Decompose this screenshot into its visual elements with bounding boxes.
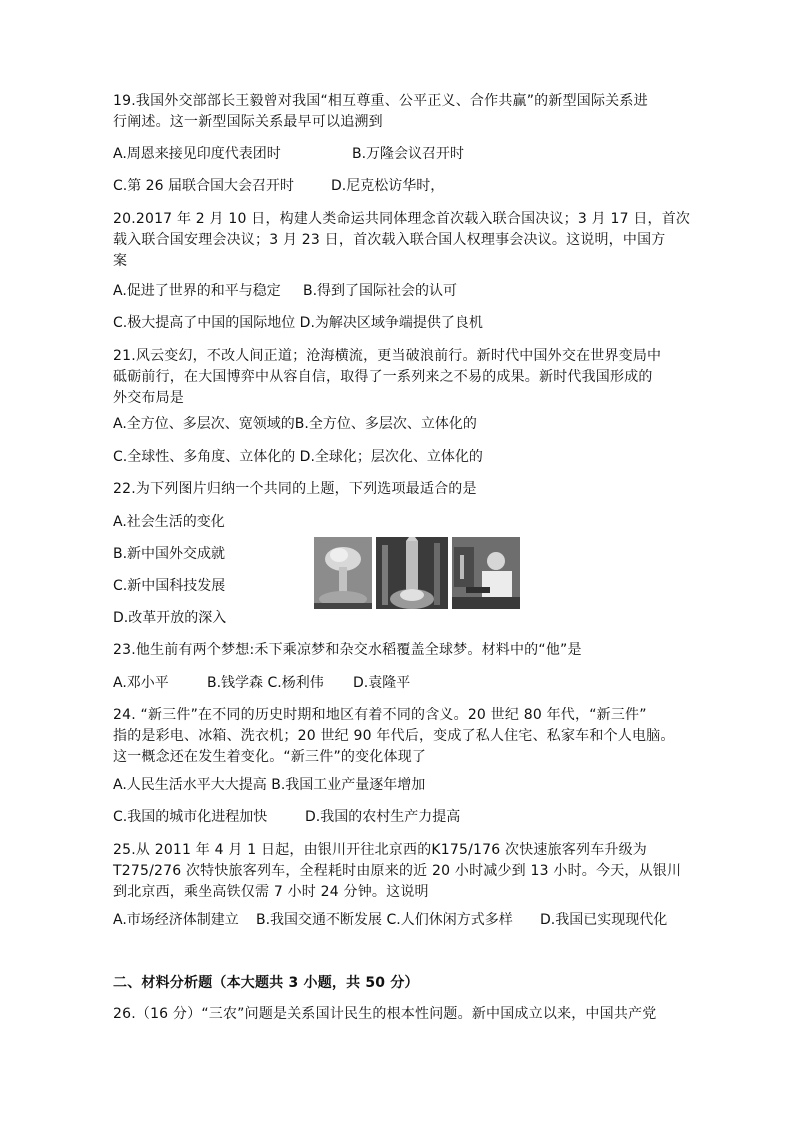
q25-stem-line1: 25.从 2011 年 4 月 1 日起，由银川开往北京西的K175/176 次快速旅客列车升级为 <box>113 842 647 858</box>
q19-option-a: A.周恩来接见印度代表团时 <box>113 146 281 162</box>
q21-stem-line1: 21.风云变幻，不改人间正道；沧海横流，更当破浪前行。新时代中国外交在世界变局中 <box>113 348 662 364</box>
q20-option-a: A.促进了世界的和平与稳定 <box>113 283 281 299</box>
q23-option-bc: B.钱学森 C.杨利伟 <box>207 675 324 691</box>
q24-stem-line1: 24. “新三件”在不同的历史时期和地区有着不同的含义。20 世纪 80 年代，“新三件” <box>113 707 647 723</box>
q22-photo-strip <box>314 537 520 609</box>
q20-stem-line3: 案 <box>113 253 128 269</box>
q20-stem-line1: 20.2017 年 2 月 10 日，构建人类命运共同体理念首次载入联合国决议；3 月 17 日，首次 <box>113 211 691 227</box>
q26-stem-line1: 26.（16 分）“三农”问题是关系国计民生的根本性问题。新中国成立以来，中国共产党 <box>113 1006 657 1022</box>
q22-option-c: C.新中国科技发展 <box>113 578 226 594</box>
q21-stem-line3: 外交布局是 <box>113 390 184 406</box>
q25-option-a: A.市场经济体制建立 <box>113 912 239 928</box>
q21-option-cd: C.全球性、多角度、立体化的 D.全球化；层次化、立体化的 <box>113 449 483 465</box>
q25-stem-line3: 到北京西，乘坐高铁仅需 7 小时 24 分钟。这说明 <box>113 884 429 900</box>
rocket-launch-photo <box>376 537 448 609</box>
q25-option-bc: B.我国交通不断发展 C.人们休闲方式多样 <box>256 912 513 928</box>
q25-option-d: D.我国已实现现代化 <box>540 912 668 928</box>
q22-option-a: A.社会生活的变化 <box>113 514 225 530</box>
q20-stem-line2: 载入联合国安理会决议；3 月 23 日，首次载入联合国人权理事会决议。这说明，中国方 <box>113 232 666 248</box>
q24-option-ab: A.人民生活水平大大提高 B.我国工业产量逐年增加 <box>113 777 426 793</box>
q19-stem-line1: 19.我国外交部部长王毅曾对我国“相互尊重、公平正义、合作共赢”的新型国际关系进 <box>113 93 648 109</box>
q19-option-b: B.万隆会议召开时 <box>352 146 465 162</box>
q23-option-a: A.邓小平 <box>113 675 169 691</box>
q22-option-d: D.改革开放的深入 <box>113 610 227 626</box>
scientist-photo <box>452 537 520 609</box>
q25-stem-line2: T275/276 次特快旅客列车，全程耗时由原来的近 20 小时减少到 13 小时。今天，从银川 <box>113 863 682 879</box>
q20-option-cd: C.极大提高了中国的国际地位 D.为解决区域争端提供了良机 <box>113 315 483 331</box>
q24-option-c: C.我国的城市化进程加快 <box>113 809 268 825</box>
q22-stem-line1: 22.为下列图片归纳一个共同的上题，下列选项最适合的是 <box>113 481 477 497</box>
q19-stem-line2: 行阐述。这一新型国际关系最早可以追溯到 <box>113 114 383 130</box>
q22-option-b: B.新中国外交成就 <box>113 546 226 562</box>
q23-option-d: D.袁隆平 <box>353 675 411 691</box>
q24-stem-line2: 指的是彩电、冰箱、洗衣机；20 世纪 90 年代后，变成了私人住宅、私家车和个人电脑。 <box>113 728 675 744</box>
q21-option-ab: A.全方位、多层次、宽领域的B.全方位、多层次、立体化的 <box>113 416 477 432</box>
q20-option-b: B.得到了国际社会的认可 <box>303 283 458 299</box>
q24-option-d: D.我国的农村生产力提高 <box>305 809 461 825</box>
q19-option-c: C.第 26 届联合国大会召开时 <box>113 178 294 194</box>
q19-option-d: D.尼克松访华时， <box>331 178 445 194</box>
q21-stem-line2: 砥砺前行，在大国博弈中从容自信，取得了一系列来之不易的成果。新时代我国形成的 <box>113 369 653 385</box>
mushroom-cloud-photo <box>314 537 372 609</box>
section2-title: 二、材料分析题（本大题共 3 小题，共 50 分） <box>113 975 419 991</box>
q23-stem-line1: 23.他生前有两个梦想:禾下乘凉梦和杂交水稻覆盖全球梦。材料中的“他”是 <box>113 642 582 658</box>
q24-stem-line3: 这一概念还在发生着变化。“新三件”的变化体现了 <box>113 749 427 765</box>
